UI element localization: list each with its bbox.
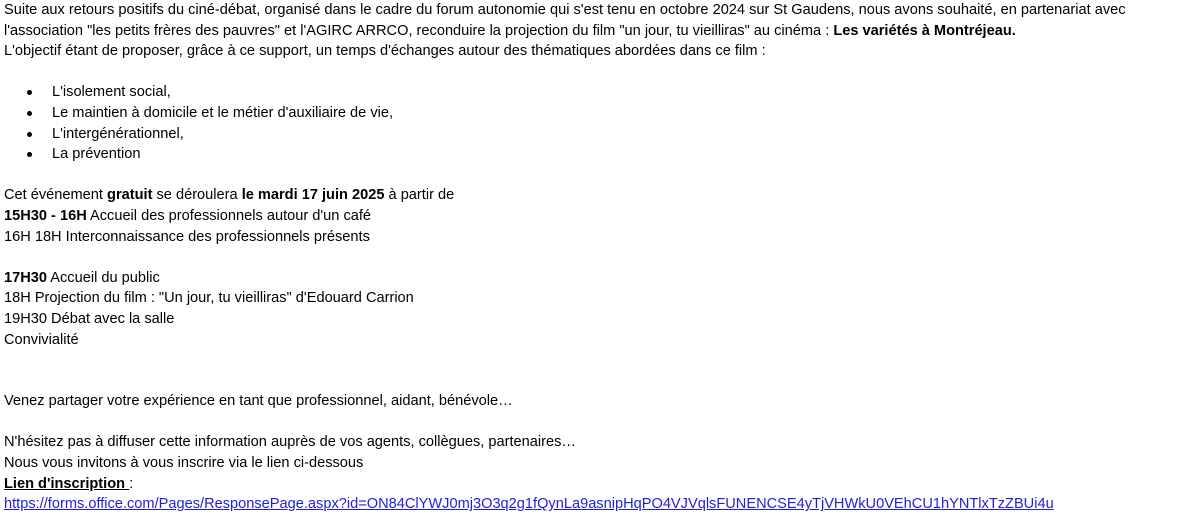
share-line: Venez partager votre expérience en tant que professionnel, aidant, bénévole…	[4, 393, 513, 410]
event-line: Cet événement gratuit se déroulera le mardi 17 juin 2025 à partir de	[4, 187, 455, 204]
bullet-icon	[27, 111, 32, 116]
intro-line-2	[4, 21, 1181, 42]
list-item: L'isolement social,	[4, 82, 1181, 103]
spacer	[4, 371, 1181, 392]
schedule-item: 19H30 Débat avec la salle	[4, 310, 175, 327]
intro-line-2-text: l'association "les petits frères des pauvres" et l'AGIRC ARRCO, reconduire la projection du film "un jour, tu vieilliras" au cinéma :	[4, 22, 834, 39]
diffuse-line: N'hésitez pas à diffuser cette information auprès de vos agents, collègues, partenaires…	[4, 434, 576, 451]
schedule-time: 17H30	[4, 269, 48, 286]
spacer	[4, 247, 1181, 268]
bullet-icon	[27, 90, 32, 95]
themes-list	[4, 82, 1181, 164]
list-item: Le maintien à domicile et le métier d'auxiliaire de vie,	[4, 103, 1181, 124]
event-date: le mardi 17 juin 2025	[241, 187, 385, 204]
invite-line: Nous vous invitons à vous inscrire via le lien ci-dessous	[4, 455, 364, 472]
schedule-time: 15H30 - 16H	[4, 207, 87, 224]
schedule-item: 17H30 Accueil du public	[4, 269, 160, 286]
intro-line-3: L'objectif étant de proposer, grâce à ce support, un temps d'échanges autour des thématiques abordées dans ce film :	[4, 43, 766, 60]
cinema-name: Les variétés à Montréjeau.	[833, 22, 1016, 39]
spacer	[4, 350, 1181, 371]
schedule-item: 15H30 - 16H Accueil des professionnels autour d'un café	[4, 207, 372, 224]
registration-label: Lien d'inscription	[4, 475, 130, 492]
list-item: La prévention	[4, 144, 1181, 165]
list-item: L'intergénérationnel,	[4, 124, 1181, 145]
bullet-icon	[27, 152, 32, 157]
schedule-item: 18H Projection du film : "Un jour, tu vieilliras" d'Edouard Carrion	[4, 290, 414, 307]
registration-heading: Lien d'inscription :	[4, 475, 134, 492]
registration-link-line	[4, 494, 1181, 515]
free-label: gratuit	[107, 187, 153, 204]
schedule-item: Convivialité	[4, 331, 79, 348]
spacer	[4, 412, 1181, 433]
bullet-icon	[27, 132, 32, 137]
schedule-item: 16H 18H Interconnaissance des professionnels présents	[4, 228, 370, 245]
registration-link[interactable]: https://forms.office.com/Pages/ResponsePage.aspx?id=ON84ClYWJ0mj3O3q2g1fQynLa9asnipHqPO4VJVqlsFUNENCSE4yTjVHWkU0VEhCU1hYNTlxTzZBUi4u	[4, 496, 1054, 513]
intro-line-1: Suite aux retours positifs du ciné-débat, organisé dans le cadre du forum autonomie qui s'est tenu en octobre 2024 sur St Gaudens, nous avons souhaité, en partenariat avec	[4, 2, 1126, 18]
spacer	[4, 62, 1181, 83]
spacer	[4, 165, 1181, 186]
